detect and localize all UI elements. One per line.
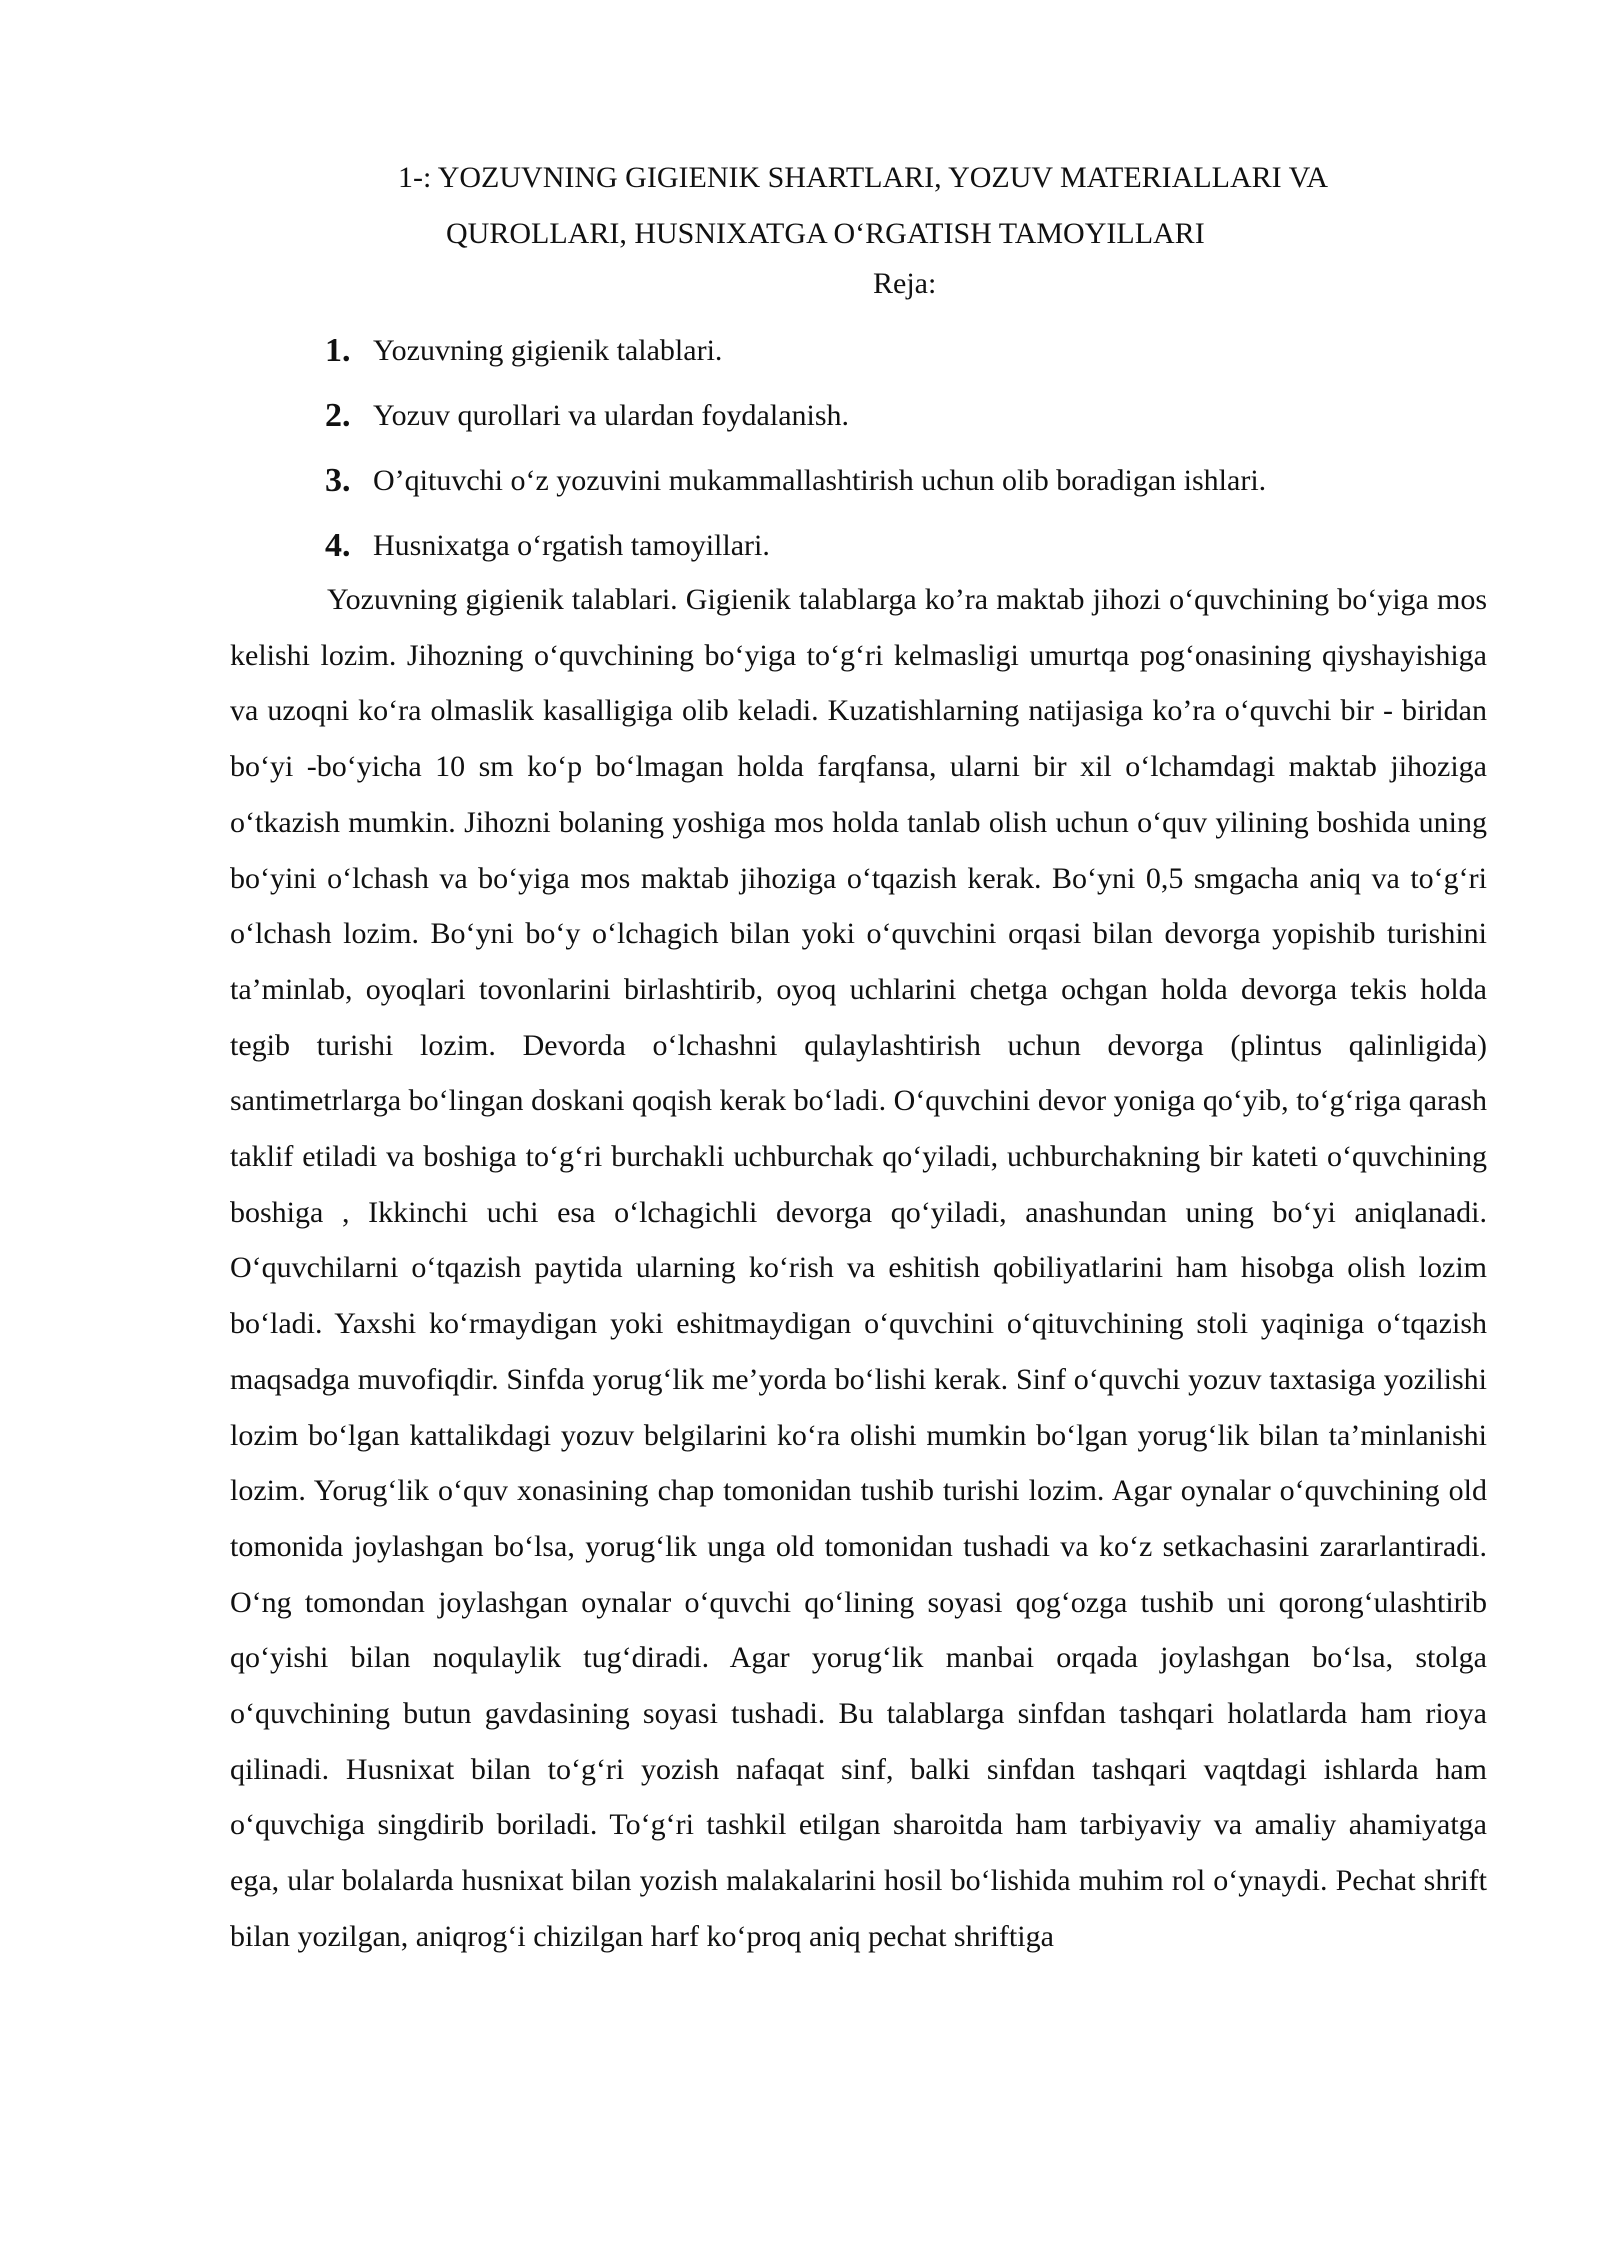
plan-item-text: Husnixatga o‘rgatish tamoyillari. (373, 528, 770, 562)
body-paragraph: Yozuvning gigienik talablari. Gigienik talablarga ko’ra maktab jihozi o‘quvchining bo‘yiga mos kelishi lozim. Jihozning o‘quvchining bo‘yiga to‘g‘ri kelmasligi umurtqa pog‘onasining qiyshayishiga va uzoqni ko‘ra olmaslik kasalligiga olib keladi. Kuzatishlarning natijasiga ko’ra o‘quvchi bir - biridan bo‘yi -bo‘yicha 10 sm ko‘p bo‘lmagan holda farqfansa, ularni bir xil o‘lchamdagi maktab jihoziga o‘tkazish mumkin. Jihozni bolaning yoshiga mos holda tanlab olish uchun o‘quv yilining boshida uning bo‘yini o‘lchash va bo‘yiga mos maktab jihoziga o‘tqazish kerak. Bo‘yni 0,5 smgacha aniq va to‘g‘ri o‘lchash lozim. Bo‘yni bo‘y o‘lchagich bilan yoki o‘quvchini orqasi bilan devorga yopishib turishini ta’minlab, oyoqlari tovonlarini birlashtirib, oyoq uchlarini chetga ochgan holda devorga tekis holda tegib turishi lozim. Devorda o‘lchashni qulaylashtirish uchun devorga (plintus qalinligida) santimetrlarga bo‘lingan doskani qoqish kerak bo‘ladi. O‘quvchini devor yoniga qo‘yib, to‘g‘riga qarash taklif etiladi va boshiga to‘g‘ri burchakli uchburchak qo‘yiladi, uchburchakning bir kateti o‘quvchining boshiga , Ikkinchi uchi esa o‘lchagichli devorga qo‘yiladi, anashundan uning bo‘yi aniqlanadi. O‘quvchilarni o‘tqazish paytida ularning ko‘rish va eshitish qobiliyatlarini ham hisobga olish lozim bo‘ladi. Yaxshi ko‘rmaydigan yoki eshitmaydigan o‘quvchini o‘qituvchining stoli yaqiniga o‘tqazish maqsadga muvofiqdir. Sinfda yorug‘lik me’yorda bo‘lishi kerak. Sinf o‘quvchi yozuv taxtasiga yozilishi lozim bo‘lgan kattalikdagi yozuv belgilarini ko‘ra olishi mumkin bo‘lgan yorug‘lik bilan ta’minlanishi lozim. Yorug‘lik o‘quv xonasining chap tomonidan tushib turishi lozim. Agar oynalar o‘quvchining old tomonida joylashgan bo‘lsa, yorug‘lik unga old tomonidan tushadi va ko‘z setkachasini zararlantiradi. O‘ng tomondan joylashgan oynalar o‘quvchi qo‘lining soyasi qog‘ozga tushib uni qorong‘ulashtirib qo‘yishi bilan noqulaylik tug‘diradi. Agar yorug‘lik manbai orqada joylashgan bo‘lsa, stolga o‘quvchining butun gavdasining soyasi tushadi. Bu talablarga sinfdan tashqari holatlarda ham rioya qilinadi. Husnixat bilan to‘g‘ri yozish nafaqat sinf, balki sinfdan tashqari vaqtdagi ishlarda ham o‘quvchiga singdirib boriladi. To‘g‘ri tashkil etilgan sharoitda ham tarbiyaviy va amaliy ahamiyatga ega, ular bolalarda husnixat bilan yozish malakalarini hosil bo‘lishida muhim rol o‘ynaydi. Pechat shrift bilan yozilgan, aniqrog‘i chizilgan harf ko‘proq aniq pechat shriftiga (230, 583, 1487, 1953)
plan-item-2 (325, 383, 1475, 448)
plan-item-1 (325, 318, 1475, 383)
plan-item-number: 2. (325, 396, 351, 434)
plan-item-text: O’qituvchi o‘z yozuvini mukammallashtirish uchun olib boradigan ishlari. (373, 463, 1267, 497)
plan-item-number: 3. (325, 461, 351, 499)
plan-heading: Reja: (873, 267, 937, 300)
title-line-2: QUROLLARI, HUSNIXATGA O‘RGATISH TAMOYILLARI (446, 217, 1205, 250)
plan-item-number: 4. (325, 526, 351, 564)
plan-list (325, 318, 1475, 578)
plan-item-text: Yozuvning gigienik talablari. (373, 333, 723, 367)
title-line-1: 1-: YOZUVNING GIGIENIK SHARTLARI, YOZUV MATERIALLARI VA (398, 161, 1329, 194)
document-title (398, 150, 1498, 262)
plan-item-text: Yozuv qurollari va ulardan foydalanish. (373, 398, 850, 432)
plan-item-4 (325, 513, 1475, 578)
plan-item-3 (325, 448, 1475, 513)
plan-item-number: 1. (325, 331, 351, 369)
